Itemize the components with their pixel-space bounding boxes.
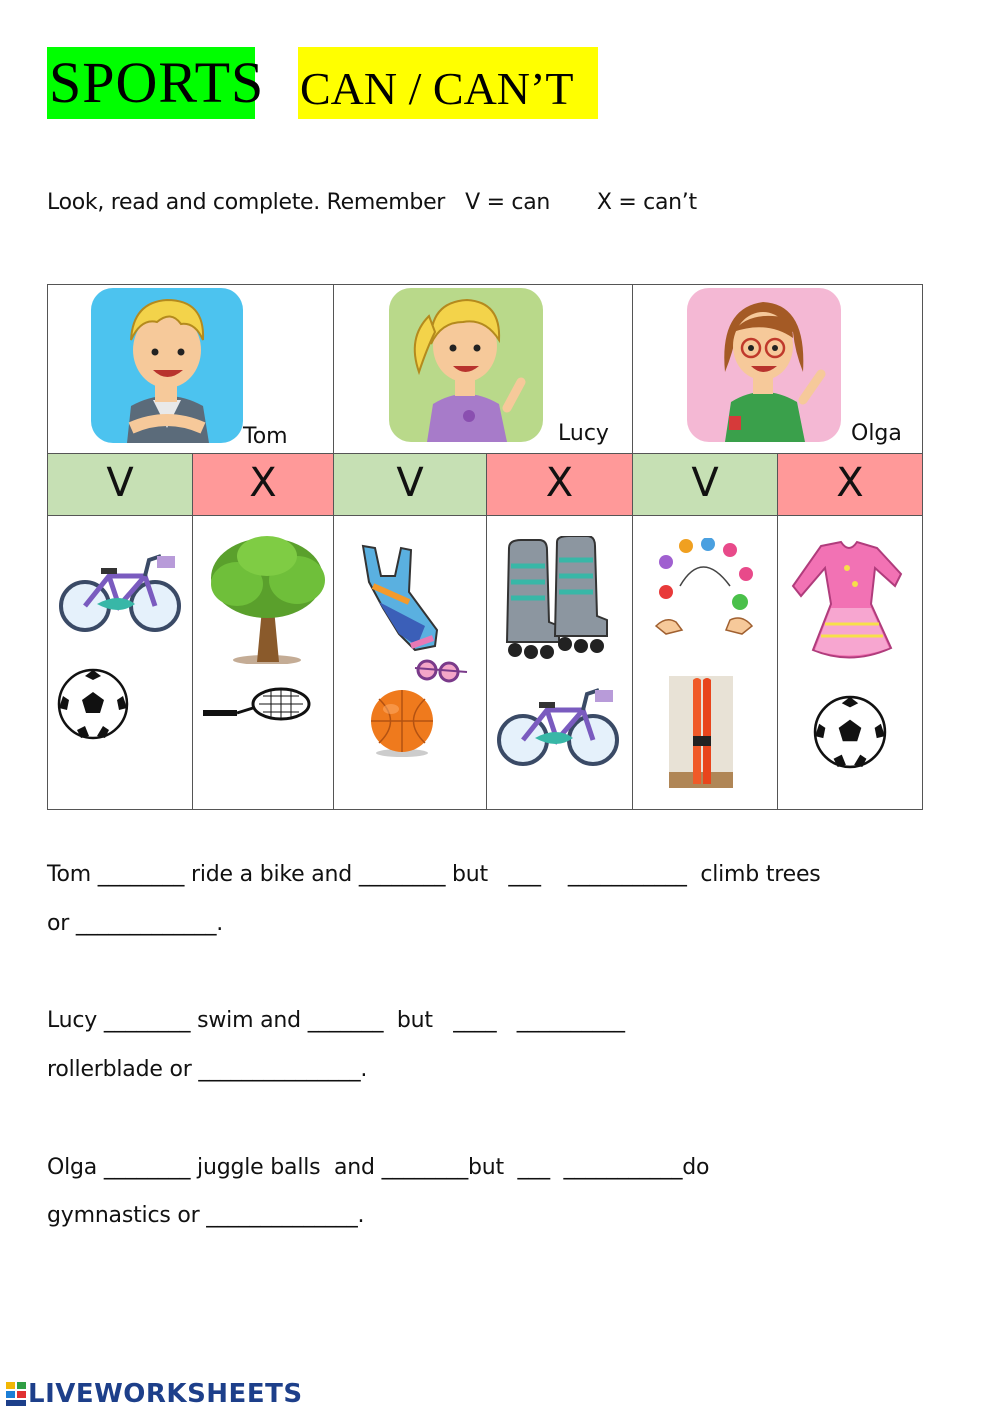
rollerblades-icon bbox=[499, 536, 621, 666]
lucy-sentence-line1: Lucy ________ swim and _______ but ____ __________ bbox=[47, 1008, 625, 1033]
olga-sentence-line2: gymnastics or ______________. bbox=[47, 1203, 365, 1228]
tom-sentence-line2: or _____________. bbox=[47, 911, 224, 936]
swimsuit-icon bbox=[349, 542, 471, 684]
lucy-name: Lucy bbox=[558, 421, 609, 446]
sports-table bbox=[47, 284, 923, 810]
football-icon bbox=[57, 668, 129, 740]
olga-sentence-line1: Olga ________ juggle balls and ________but ___ ___________do bbox=[47, 1155, 710, 1180]
title-sports: SPORTS bbox=[47, 47, 255, 119]
basketball-icon bbox=[369, 689, 435, 759]
olga-portrait bbox=[687, 288, 841, 442]
liveworksheets-logo-icon bbox=[6, 1382, 26, 1406]
bicycle-icon bbox=[495, 680, 621, 776]
olga-name: Olga bbox=[851, 421, 902, 446]
lucy-sentence-line2: rollerblade or _______________. bbox=[47, 1057, 368, 1082]
lucy-portrait bbox=[389, 288, 543, 442]
tom-can-header: V bbox=[47, 453, 193, 516]
skis-icon bbox=[669, 676, 733, 788]
tennis-racket-icon bbox=[201, 686, 313, 726]
lucy-cant-header: X bbox=[486, 453, 633, 516]
instructions: Look, read and complete. Remember V = can X = can’t bbox=[47, 190, 697, 215]
tom-sentence-line1: Tom ________ ride a bike and ________ but ___ ___________ climb trees bbox=[47, 862, 821, 887]
liveworksheets-logo-text: LIVEWORKSHEETS bbox=[28, 1379, 303, 1409]
bicycle-icon bbox=[57, 546, 183, 642]
title-can-cant: CAN / CAN’T bbox=[298, 47, 598, 119]
tom-name: Tom bbox=[243, 424, 288, 449]
football-icon bbox=[813, 695, 887, 769]
tom-cant-header: X bbox=[192, 453, 334, 516]
gymnastics-leotard-icon bbox=[791, 538, 907, 666]
olga-can-header: V bbox=[632, 453, 778, 516]
liveworksheets-logo bbox=[6, 1378, 303, 1410]
tree-icon bbox=[207, 534, 329, 664]
lucy-can-header: V bbox=[333, 453, 487, 516]
tom-portrait bbox=[91, 288, 243, 443]
olga-cant-header: X bbox=[777, 453, 923, 516]
juggling-icon bbox=[652, 538, 756, 642]
